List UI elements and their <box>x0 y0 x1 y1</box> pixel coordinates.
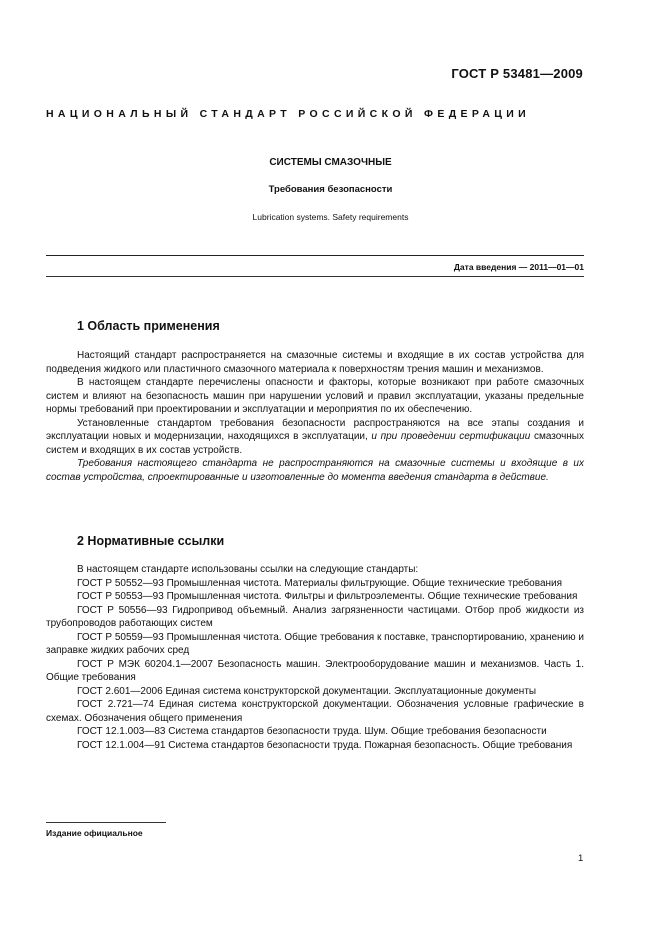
reference-item: ГОСТ 12.1.004—91 Система стандартов безопасности труда. Пожарная безопасность. Общие требования <box>77 739 573 751</box>
reference-item: ГОСТ 12.1.003—83 Система стандартов безопасности труда. Шум. Общие требования безопасности <box>77 726 547 737</box>
paragraph-text: Установленные стандартом требования безопасности распространяются на все этапы создания и эксплуатации новых и модернизации, находящихся в эксплуатации, <box>46 417 584 442</box>
reference-item: ГОСТ 2.601—2006 Единая система конструкторской документации. Эксплуатационные документы <box>77 685 537 697</box>
reference-item: ГОСТ Р 50556—93 Гидропривод объемный. Анализ загрязненности частицами. Отбор проб жидкости из трубопроводов работающих систем <box>46 604 584 629</box>
paragraph: Настоящий стандарт распространяется на смазочные системы и входящие в их состав устройства для подведения жидкого или пластичного смазочного материала к поверхностям трения машин и механизмов. <box>46 350 584 375</box>
reference-item: ГОСТ 2.721—74 Единая система конструкторской документации. Обозначения условные графические в схемах. Обозначения общего применения <box>46 699 584 724</box>
section-1-body <box>46 349 584 484</box>
section-2-heading: 2 Нормативные ссылки <box>77 534 225 548</box>
edition-note: Издание официальное <box>46 828 143 838</box>
references-intro: В настоящем стандарте использованы ссылки на следующие стандарты: <box>77 564 419 575</box>
english-title: Lubrication systems. Safety requirements <box>252 212 409 222</box>
document-title: СИСТЕМЫ СМАЗОЧНЫЕ <box>269 157 392 168</box>
section-1-heading: 1 Область применения <box>77 319 220 333</box>
page-number: 1 <box>578 853 584 864</box>
paragraph: Требования настоящего стандарта не распространяются на смазочные системы и входящие в их состав устройства, спроектированные и изготовленные до момента введения стандарта в действие. <box>46 458 584 483</box>
reference-item: ГОСТ Р МЭК 60204.1—2007 Безопасность машин. Электрооборудование машин и механизмов. Часть 1. Общие требования <box>46 658 584 683</box>
reference-item: ГОСТ Р 50559—93 Промышленная чистота. Общие требования к поставке, транспортированию, хранению и заправке жидких рабочих сред <box>46 631 584 656</box>
reference-item: ГОСТ Р 50553—93 Промышленная чистота. Фильтры и фильтроэлементы. Общие технические требования <box>77 591 578 602</box>
section-2-body <box>46 563 584 752</box>
paragraph: В настоящем стандарте перечислены опасности и факторы, которые возникают при работе смазочных систем и влияют на безопасность машин при нарушении условий и правил эксплуатации, указаны предельные нормы требований при проектировании и эксплуатации и мероприятия по их обеспечению. <box>46 377 584 415</box>
footer-divider <box>46 822 166 823</box>
document-number: ГОСТ Р 53481—2009 <box>451 66 583 81</box>
national-standard-banner: НАЦИОНАЛЬНЫЙ СТАНДАРТ РОССИЙСКОЙ ФЕДЕРАЦИИ <box>46 108 531 120</box>
title-divider <box>46 255 584 256</box>
paragraph-text-tail: смазочных систем и входящих в их состав устройств. <box>46 431 584 456</box>
paragraph <box>46 417 584 458</box>
effective-date: Дата введения — 2011—01—01 <box>453 262 584 272</box>
paragraph-italic-text: и при проведении сертификации <box>371 431 531 442</box>
date-divider <box>46 276 584 277</box>
document-subtitle: Требования безопасности <box>268 184 393 195</box>
reference-item: ГОСТ Р 50552—93 Промышленная чистота. Материалы фильтрующие. Общие технические требования <box>77 577 563 589</box>
